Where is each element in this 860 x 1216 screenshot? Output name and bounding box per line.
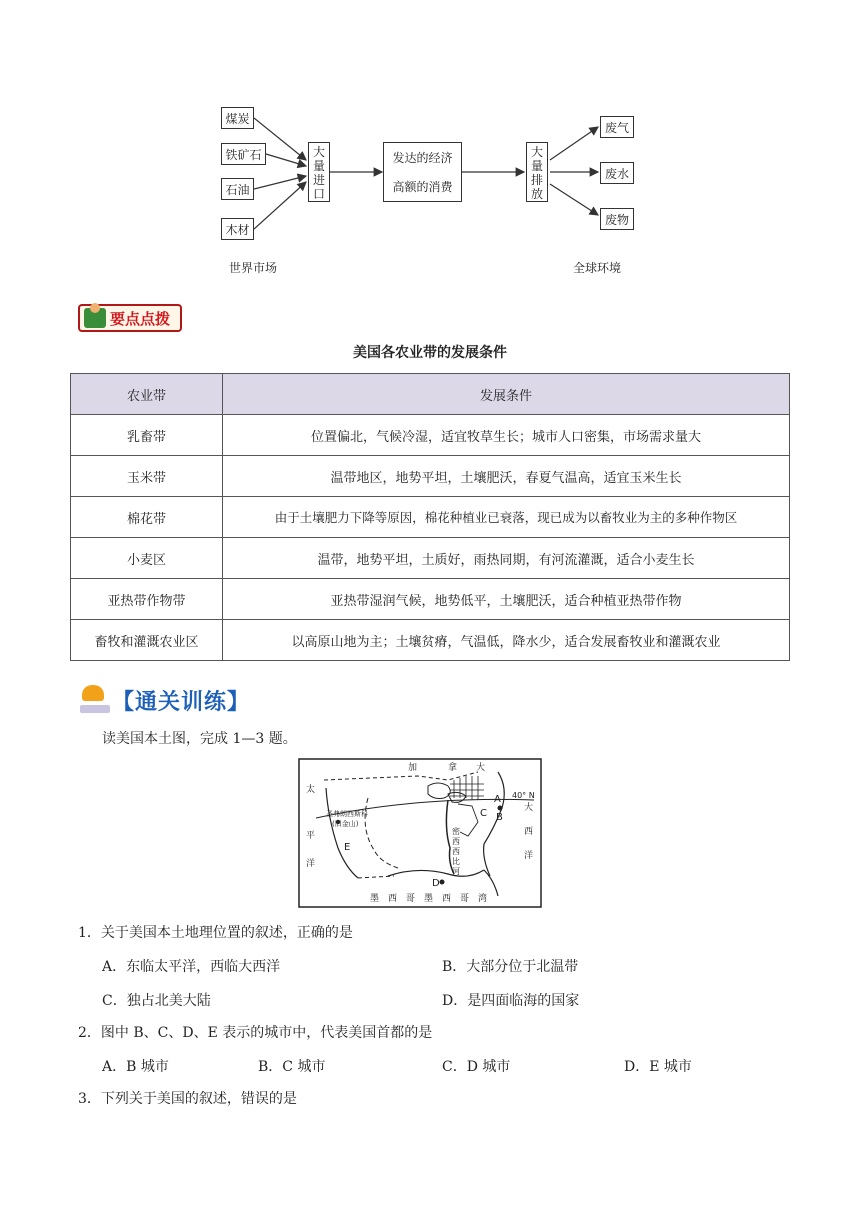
- table-title: 美国各农业带的发展条件: [353, 345, 507, 361]
- question-2-option-d[interactable]: D．E 城市: [624, 1059, 692, 1075]
- input-coal: 煤炭: [221, 107, 254, 129]
- map-label-river: 西: [452, 837, 460, 846]
- mass-discharge-box: [526, 142, 548, 202]
- import-char: 大: [312, 145, 325, 159]
- output-waste-gas: 废气: [600, 116, 634, 138]
- input-oil: 石油: [221, 178, 254, 200]
- point-d-label: D: [432, 878, 440, 889]
- import-char: 进: [312, 173, 325, 187]
- map-label-mexico: 西: [388, 894, 398, 904]
- map-label-mexico: 哥: [406, 894, 416, 904]
- map-label-atlantic: 西: [524, 827, 534, 837]
- map-label-gulf: 墨: [424, 894, 434, 904]
- question-2-option-a[interactable]: A．B 城市: [102, 1059, 169, 1075]
- map-label-pacific: 太: [306, 785, 316, 795]
- belt-name-cell: 畜牧和灌溉农业区: [71, 620, 223, 661]
- discharge-char: 量: [530, 159, 543, 173]
- question-2-option-c[interactable]: C．D 城市: [442, 1059, 511, 1075]
- question-intro: 读美国本土图，完成 1—3 题。: [102, 731, 297, 747]
- map-label-gulf: 哥: [460, 894, 470, 904]
- lamp-icon: [78, 683, 112, 717]
- training-title: 【通关训练】: [112, 689, 251, 715]
- economy-consumption-box: [383, 142, 462, 202]
- map-label-river: 密: [452, 827, 460, 836]
- usa-map: [298, 758, 542, 908]
- world-market-caption: 世界市场: [229, 261, 278, 275]
- column-header: 农业带: [71, 374, 223, 415]
- question-1-option-b[interactable]: B．大部分位于北温带: [442, 959, 579, 975]
- table-row: [71, 620, 790, 661]
- question-1-stem: 1．关于美国本土地理位置的叙述，正确的是: [78, 925, 353, 941]
- condition-cell: 由于土壤肥力下降等原因，棉花种植业已衰落，现已成为以畜牧业为主的多种作物区: [223, 497, 790, 538]
- map-label-gulf: 湾: [478, 894, 488, 904]
- question-1-option-d[interactable]: D．是四面临海的国家: [442, 993, 580, 1009]
- table-row: [71, 538, 790, 579]
- table-row: [71, 456, 790, 497]
- table-row: [71, 415, 790, 456]
- point-b-label: B: [496, 812, 503, 823]
- question-2-option-b[interactable]: B．C 城市: [258, 1059, 326, 1075]
- high-consumption-label: 高额的消费: [392, 180, 453, 194]
- column-header: 发展条件: [223, 374, 790, 415]
- input-iron-ore: 铁矿石: [221, 143, 266, 165]
- map-label-canada: 加: [408, 763, 418, 773]
- badge-label: 要点点拨: [110, 309, 171, 328]
- economy-flowchart: [0, 0, 860, 300]
- map-label-atlantic: 洋: [524, 851, 534, 861]
- agriculture-belt-table: [70, 373, 790, 661]
- teacher-icon: [84, 308, 106, 328]
- san-francisco-alt-label: (旧金山): [332, 820, 359, 828]
- discharge-char: 大: [530, 145, 543, 159]
- map-label-mexico: 墨: [370, 894, 380, 904]
- san-francisco-label: 圣弗朗西斯科: [326, 810, 368, 818]
- mass-import-box: [308, 142, 330, 202]
- question-1-option-c[interactable]: C．独占北美大陆: [102, 993, 211, 1009]
- map-label-river: 西: [452, 847, 460, 856]
- condition-cell: 位置偏北，气候冷湿，适宜牧草生长；城市人口密集，市场需求量大: [223, 415, 790, 456]
- discharge-char: 排: [530, 173, 543, 187]
- condition-cell: 以高原山地为主；土壤贫瘠，气温低，降水少，适合发展畜牧业和灌溉农业: [223, 620, 790, 661]
- global-environment-caption: 全球环境: [573, 261, 622, 275]
- condition-cell: 温带，地势平坦，土质好，雨热同期，有河流灌溉，适合小麦生长: [223, 538, 790, 579]
- map-label-river: 河: [452, 867, 460, 876]
- belt-name-cell: 棉花带: [71, 497, 223, 538]
- table-row: [71, 497, 790, 538]
- belt-name-cell: 小麦区: [71, 538, 223, 579]
- belt-name-cell: 玉米带: [71, 456, 223, 497]
- key-points-badge: [78, 304, 182, 332]
- point-e-label: E: [344, 842, 351, 853]
- latitude-label: 40° N: [512, 791, 535, 800]
- city-b-marker: [498, 806, 503, 811]
- map-label-pacific: 洋: [306, 859, 316, 869]
- map-label-canada: 大: [476, 763, 486, 773]
- question-3-stem: 3．下列关于美国的叙述，错误的是: [78, 1091, 297, 1107]
- city-d-marker: [440, 880, 445, 885]
- map-label-pacific: 平: [306, 831, 316, 841]
- import-char: 量: [312, 159, 325, 173]
- output-solid-waste: 废物: [600, 208, 634, 230]
- question-1-option-a[interactable]: A．东临太平洋，西临大西洋: [102, 959, 281, 975]
- point-a-label: A: [494, 794, 501, 805]
- output-waste-water: 废水: [600, 162, 634, 184]
- developed-economy-label: 发达的经济: [392, 151, 453, 165]
- import-char: 口: [312, 187, 325, 201]
- input-timber: 木材: [221, 218, 254, 240]
- point-c-label: C: [480, 808, 487, 819]
- discharge-char: 放: [530, 187, 543, 201]
- map-label-atlantic: 大: [524, 803, 534, 813]
- condition-cell: 亚热带湿润气候，地势低平，土壤肥沃，适合种植亚热带作物: [223, 579, 790, 620]
- question-2-stem: 2．图中 B、C、D、E 表示的城市中，代表美国首都的是: [78, 1025, 433, 1041]
- map-label-gulf: 西: [442, 894, 452, 904]
- training-heading: [78, 682, 250, 718]
- belt-name-cell: 亚热带作物带: [71, 579, 223, 620]
- map-label-canada: 拿: [448, 763, 458, 773]
- table-row: [71, 579, 790, 620]
- table-header-row: [71, 374, 790, 415]
- belt-name-cell: 乳畜带: [71, 415, 223, 456]
- condition-cell: 温带地区，地势平坦，土壤肥沃，春夏气温高，适宜玉米生长: [223, 456, 790, 497]
- map-label-river: 比: [452, 857, 460, 866]
